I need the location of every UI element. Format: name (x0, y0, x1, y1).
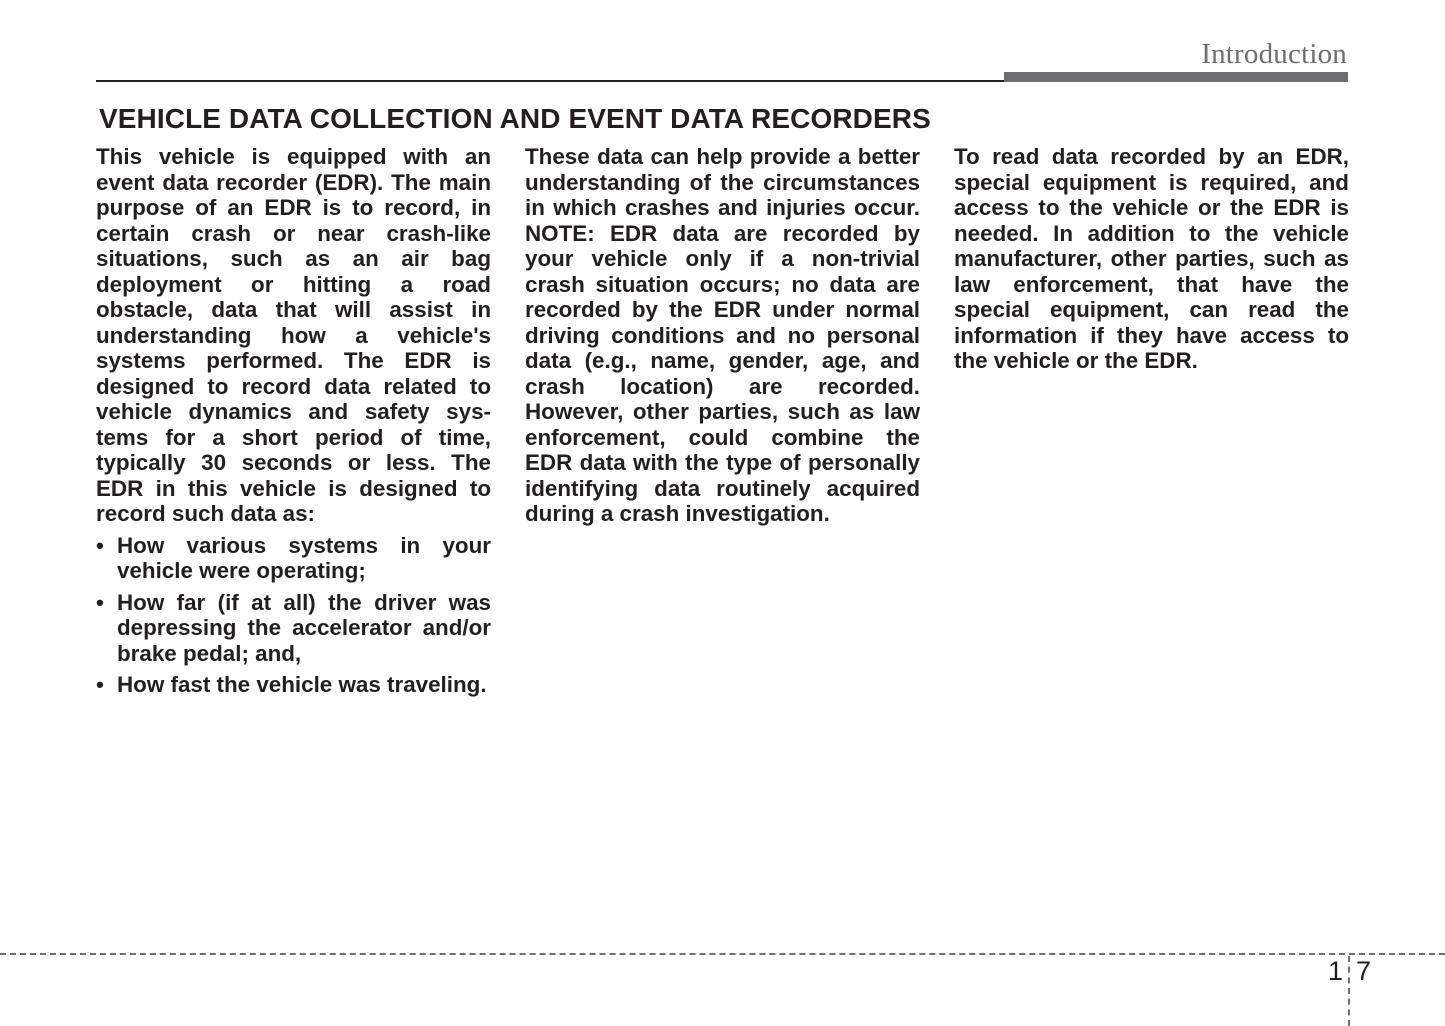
page-number: 7 (1356, 956, 1372, 986)
header-accent-bar (1004, 72, 1348, 82)
bullet-icon: • (96, 532, 104, 558)
text-column-2 (525, 144, 920, 527)
header-rule (96, 80, 1006, 82)
list-item-text: How various systems in your vehicle were operating; (117, 532, 491, 583)
bullet-icon: • (96, 672, 104, 697)
list-item-text: How fast the vehicle was traveling. (117, 672, 487, 697)
bullet-icon: • (96, 589, 104, 615)
edr-purpose-paragraph: These data can help provide a better understanding of the circumstances in which crashes and injuries occur. NOTE: EDR data are recorded by your vehicle only if a non-trivial crash situation occurs; no data are recorded by the EDR under normal driving conditions and no personal data (e.g., name, gender, age, and crash location) are recorded. However, other parties, such as law enforcement, could combine the EDR data with the type of personally identifying data routinely acquired during a crash investigation. (525, 144, 920, 526)
recorded-data-list (96, 533, 491, 698)
list-item (96, 533, 491, 584)
section-label: Introduction (1201, 38, 1347, 70)
page-title: VEHICLE DATA COLLECTION AND EVENT DATA RECORDERS (99, 103, 931, 134)
list-item (96, 672, 491, 698)
text-column-3 (954, 144, 1349, 374)
footer-rule (0, 953, 1445, 955)
list-item-text: How far (if at all) the driver was depressing the accelerator and/or brake pedal; and, (117, 589, 491, 666)
edr-access-paragraph: To read data recorded by an EDR, special equipment is required, and access to the vehicle or the EDR is needed. In addition to the vehicle manufacturer, other parties, such as law enforcement, that have the special equipment, can read the information if they have access to the vehicle or the EDR. (954, 144, 1349, 373)
text-column-1 (96, 144, 491, 704)
list-item (96, 590, 491, 667)
chapter-number: 1 (1328, 956, 1344, 986)
page-number-divider (1348, 956, 1350, 1026)
edr-intro-paragraph: This vehicle is equipped with an event data recorder (EDR). The main purpose of an EDR is to record, in certain crash or near crash-like situations, such as an air bag deployment or hitting a road obstacle, data that will assist in understanding how a vehicle's systems performed. The EDR is designed to record data related to vehicle dynamics and safety systems for a short period of time, typically 30 seconds or less. The EDR in this vehicle is designed to record such data as: (96, 144, 491, 526)
